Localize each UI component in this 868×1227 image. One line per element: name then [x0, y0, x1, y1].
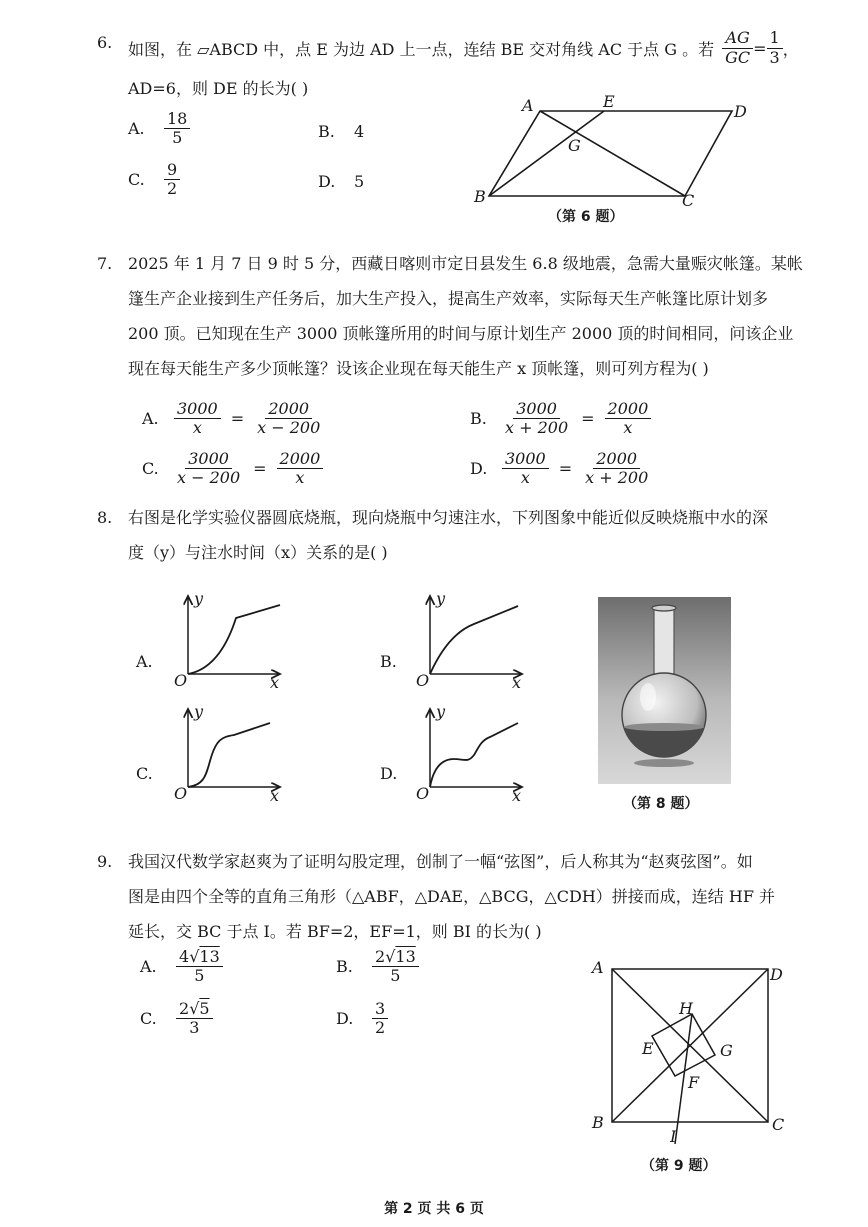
- figure-9-caption: （第 9 题）: [641, 1158, 717, 1174]
- point-a: A: [522, 96, 534, 115]
- svg-text:O: O: [416, 671, 430, 690]
- svg-text:y: y: [194, 590, 204, 608]
- parallelogram-figure: [470, 90, 770, 210]
- q9-option-d[interactable]: D. $\frac{3}{2}$: [336, 1000, 388, 1038]
- point-c: C: [682, 191, 695, 210]
- q6-option-c[interactable]: C. $\frac{9}{2}$: [128, 161, 180, 199]
- question-6-text: 如图，在 ▱ABCD 中，点 E 为边 AD 上一点，连结 BE 交对角线 AC 于点 G 。若: [128, 39, 715, 59]
- q7-option-a[interactable]: A. $\frac{3000}{x}$ = $\frac{2000}{x - 200}$: [142, 399, 321, 438]
- q8-option-d[interactable]: D.: [380, 764, 398, 783]
- q6-option-b[interactable]: B. 4: [318, 122, 365, 141]
- question-6-line1: 如图，在 ▱ABCD 中，点 E 为边 AD 上一点，连结 BE 交对角线 AC 于点 G 。若 $\frac{AG}{GC}$ = $\frac{1}{3}$ ，: [128, 28, 799, 67]
- point-f: F: [688, 1073, 700, 1092]
- point-b: B: [592, 1113, 604, 1132]
- q8-option-b[interactable]: B.: [380, 652, 397, 671]
- point-g: G: [568, 136, 581, 155]
- q7-option-b[interactable]: B. $\frac{3000}{x + 200}$ = $\frac{2000}{x}$: [470, 400, 651, 438]
- graph-c[interactable]: [170, 703, 290, 803]
- q9-option-a[interactable]: A. $\frac{4√13}{5}$: [140, 948, 223, 986]
- question-7-number: 7.: [97, 254, 113, 273]
- point-g: G: [720, 1041, 733, 1060]
- question-7-text: 2025 年 1 月 7 日 9 时 5 分，西藏日喀则市定日县发生 6.8 级地震，急需大量赈灾帐篷。某帐 篷生产企业接到生产任务后，加大生产投入，提高生产效率，实际每天生产帐篷比原计划多 200 顶。已知现在生产 3000 顶帐篷所用的时间与原计划生产 2000 顶的时间相同，问该企业 现在每天能生产多少顶帐篷？设该企业现在每天能生产 x 顶帐篷，则可列方程为( ): [128, 254, 803, 378]
- svg-text:x: x: [270, 673, 280, 690]
- point-d: D: [734, 102, 747, 121]
- svg-text:y: y: [436, 590, 446, 608]
- point-b: B: [474, 187, 486, 206]
- question-6-line2: AD=6，则 DE 的长为( ): [128, 79, 309, 98]
- q6-option-d[interactable]: D. 5: [318, 172, 365, 191]
- zhao-shuang-chord-diagram: [586, 956, 796, 1156]
- figure-6-caption: （第 6 题）: [548, 209, 624, 225]
- graph-d[interactable]: [412, 703, 532, 803]
- q8-option-a[interactable]: A.: [136, 652, 153, 671]
- point-i: I: [670, 1127, 677, 1146]
- q9-option-b[interactable]: B. $\frac{2√13}{5}$: [336, 948, 419, 986]
- svg-text:y: y: [194, 703, 204, 721]
- question-8-text: 右图是化学实验仪器圆底烧瓶，现向烧瓶中匀速注水，下列图象中能近似反映烧瓶中水的深 度（y）与注水时间（x）关系的是( ): [128, 508, 769, 562]
- q6-option-a[interactable]: A. $\frac{18}{5}$: [128, 110, 190, 148]
- graph-a[interactable]: [170, 590, 290, 690]
- svg-text:O: O: [174, 671, 188, 690]
- q7-option-d[interactable]: D. $\frac{3000}{x}$ = $\frac{2000}{x + 200}$: [470, 449, 649, 488]
- question-6-number: 6.: [97, 33, 113, 52]
- point-d: D: [770, 965, 783, 984]
- graph-b[interactable]: [412, 590, 532, 690]
- q7-option-c[interactable]: C. $\frac{3000}{x - 200}$ = $\frac{2000}{x}$: [142, 450, 323, 488]
- svg-text:x: x: [512, 786, 522, 803]
- svg-text:O: O: [174, 784, 188, 803]
- page-number-footer: 第 2 页 共 6 页: [384, 1201, 484, 1217]
- figure-8-caption: （第 8 题）: [623, 796, 699, 812]
- question-9-text: 我国汉代数学家赵爽为了证明勾股定理，创制了一幅“弦图”，后人称其为“赵爽弦图”。如 图是由四个全等的直角三角形（△ABF，△DAE，△BCG，△CDH）拼接而成，连结 HF 并 延长，交 BC 于点 I。若 BF=2，EF=1，则 BI 的长为( ): [128, 852, 776, 941]
- svg-text:y: y: [436, 703, 446, 721]
- q9-option-c[interactable]: C. $\frac{2√5}{3}$: [140, 1000, 213, 1038]
- point-h: H: [679, 999, 693, 1018]
- svg-text:x: x: [512, 673, 522, 690]
- svg-text:O: O: [416, 784, 430, 803]
- question-8-number: 8.: [97, 508, 113, 527]
- q8-option-c[interactable]: C.: [136, 764, 153, 783]
- point-e: E: [603, 92, 615, 111]
- point-e: E: [642, 1039, 654, 1058]
- point-a: A: [592, 958, 604, 977]
- round-bottom-flask-photo: [598, 597, 731, 784]
- ratio-value: $\frac{1}{3}$: [767, 29, 783, 67]
- question-9-number: 9.: [97, 852, 113, 871]
- point-c: C: [772, 1115, 785, 1134]
- ratio-fraction: $\frac{AG}{GC}$: [722, 29, 753, 67]
- svg-text:x: x: [270, 786, 280, 803]
